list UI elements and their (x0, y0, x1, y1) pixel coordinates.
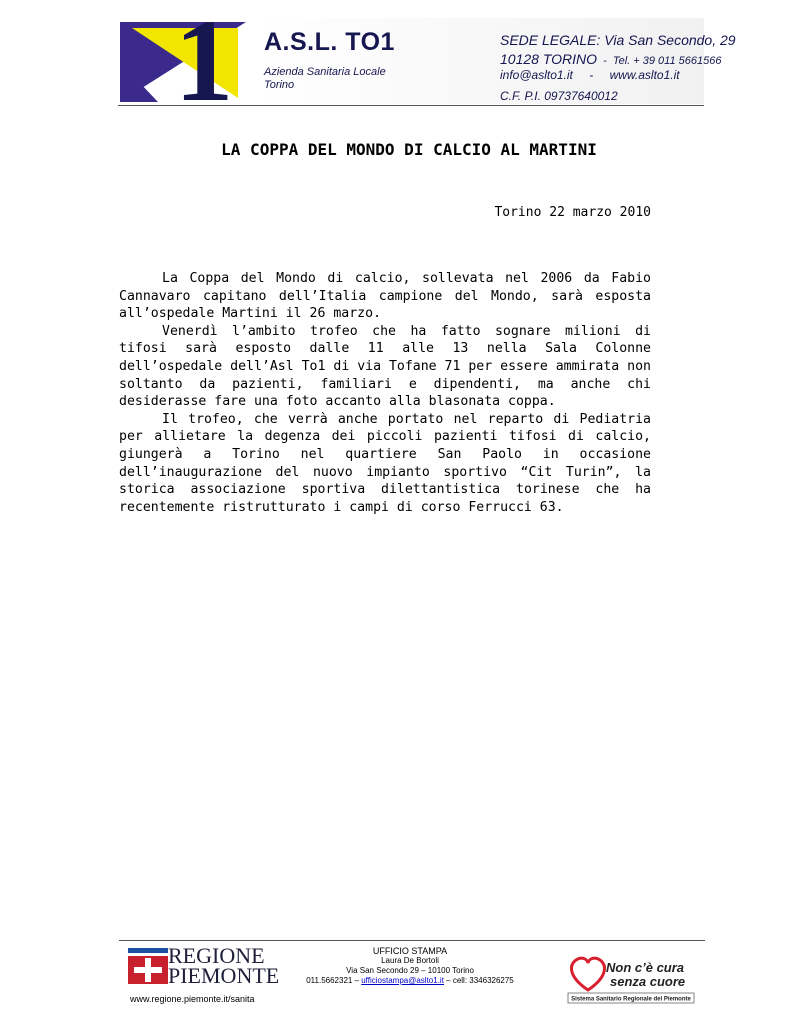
cuore-line-2: senza cuore (610, 974, 686, 989)
press-office-cell: – cell: 3346326275 (443, 976, 514, 985)
sede-city-line (500, 51, 721, 67)
footer-divider (119, 940, 705, 941)
paragraph: Il trofeo, che verrà anche portato nel reparto di Pediatria per allietare la degenza dei piccoli pazienti tifosi di calcio, giungerà a Torino nel quartiere San Paolo in occasione dell’inaugurazione del nuovo impianto sportivo “Cit Turin”, la storica associazione sportiva dilettantistica torinese che ha recentemente ristrutturato i campi di corso Ferrucci 63. (119, 411, 651, 515)
press-office-block (290, 946, 530, 986)
sede-website[interactable]: www.aslto1.it (609, 68, 680, 82)
press-office-phone: 011.5662321 – (306, 976, 362, 985)
document-body (119, 270, 651, 516)
non-ce-cura-logo (566, 948, 696, 1006)
regione-name-line-2: PIEMONTE (168, 963, 280, 988)
sede-contacts (500, 68, 680, 82)
sede-email[interactable]: info@aslto1.it (500, 68, 573, 82)
sede-city: 10128 TORINO (500, 51, 598, 67)
paragraph: La Coppa del Mondo di calcio, sollevata nel 2006 da Fabio Cannavaro capitano dell’Italia campione del Mondo, sarà esposta all’ospedale Martini il 26 marzo. (119, 271, 651, 322)
press-office-contacts (290, 976, 530, 986)
org-name: A.S.L. TO1 (264, 28, 395, 56)
paragraph: Venerdì l’ambito trofeo che ha fatto sognare milioni di tifosi sarà esposto dalle 11 alle 13 nella Sala Colonne dell’ospedale dell’Asl To1 di via Tofane 71 per essere ammirata non soltanto da pazienti, familiari e dipendenti, ma anche chi desiderasse fare una foto accanto alla blasonata coppa. (119, 323, 651, 410)
sede-legale: SEDE LEGALE: Via San Secondo, 29 (500, 32, 736, 48)
press-office-title: UFFICIO STAMPA (372, 946, 448, 956)
sede-phone: Tel. + 39 011 5661566 (612, 55, 722, 67)
press-office-email-link[interactable]: ufficiostampa@aslto1.it (361, 976, 444, 985)
sede-tax-code: C.F. P.I. 09737640012 (500, 89, 618, 103)
org-subtitle-2: Torino (264, 79, 295, 91)
cuore-caption: Sistema Sanitario Regionale del Piemonte (571, 996, 691, 1003)
regione-website[interactable]: www.regione.piemonte.it/sanita (130, 994, 255, 1004)
org-subtitle-1: Azienda Sanitaria Locale (264, 66, 386, 78)
document-title: LA COPPA DEL MONDO DI CALCIO AL MARTINI (221, 140, 597, 159)
press-office-address: Via San Secondo 29 – 10100 Torino (346, 966, 474, 975)
regione-name-line-1: REGIONE (168, 943, 265, 968)
logo-digit: 1 (174, 18, 234, 104)
cuore-line-1: Non c’è cura (606, 960, 685, 975)
regione-piemonte-flag-icon (128, 948, 168, 984)
sede-dash: - (589, 68, 594, 82)
press-office-person: Laura De Bortoli (381, 956, 439, 965)
asl-logo (118, 18, 263, 104)
document-date: Torino 22 marzo 2010 (494, 205, 651, 220)
heart-icon (572, 958, 605, 990)
sede-separator: - (597, 55, 613, 67)
header-divider (118, 105, 704, 106)
